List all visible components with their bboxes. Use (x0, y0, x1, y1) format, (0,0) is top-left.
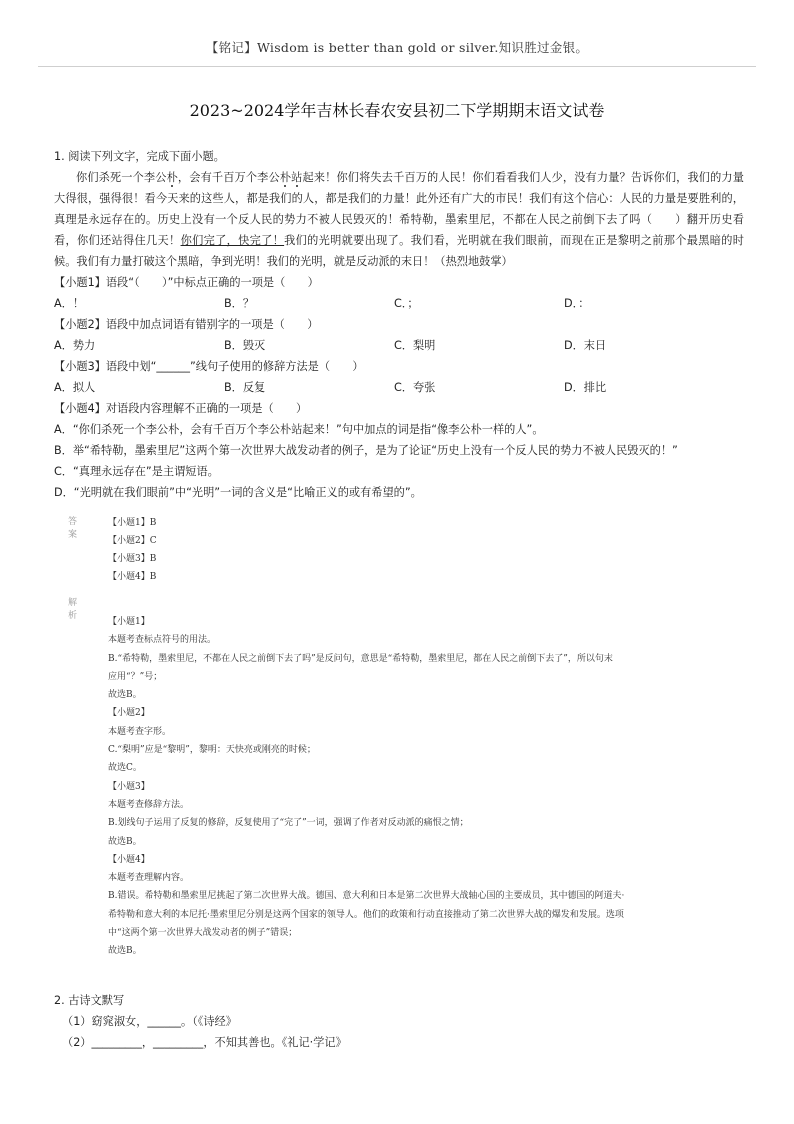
analysis-line: 故选B。 (108, 836, 142, 847)
analysis-line: B.错误。希特勒和墨索里尼挑起了第二次世界大战。德国、意大利和日本是第二次世界大战轴心国的主要成员，其中德国的阿道夫· (108, 891, 625, 902)
analysis-line: 希特勒和意大利的本尼托·墨索里尼分别是这两个国家的领导人。他们的政策和行动直接推动了第二次世界大战的爆发和发展。选项 (108, 909, 624, 920)
answer-item: 【小题2】C (108, 536, 157, 546)
sub-question-1-options (54, 293, 744, 314)
analysis-line: 本题考查修辞方法。 (108, 799, 190, 810)
option-a: A．势力 (54, 339, 96, 352)
underlined-sentence: 你们完了，快完了！ (180, 234, 285, 247)
analysis-label: 解析 (68, 598, 78, 621)
reading-passage (54, 167, 744, 272)
sub-question-4: 【小题4】对语段内容理解不正确的一项是（ ） (54, 402, 308, 415)
option-c: C．夸张 (394, 381, 436, 394)
option-b: B．毁灭 (224, 339, 266, 352)
dotted-char: 朴 (166, 171, 178, 184)
answer-item: 【小题1】B (108, 518, 157, 528)
analysis-line: C.“梨明”应是“黎明”，黎明：天快亮或刚亮的时候； (108, 745, 316, 756)
question-2-item-2: （2）_________，_________，不知其善也。《礼记·学记》 (62, 1036, 347, 1049)
analysis-line: 本题考查标点符号的用法。 (108, 635, 217, 646)
page-title: 2023~2024学年吉林长春农安县初二下学期期末语文试卷 (189, 101, 605, 120)
option-c: C．“真理永远存在”是主谓短语。 (54, 465, 219, 478)
option-a: A．拟人 (54, 381, 96, 394)
analysis-line: 本题考查理解内容。 (108, 873, 190, 884)
passage-text: ，会有千百万个李公 (177, 171, 280, 184)
analysis-line: 中“这两个第一次世界大战发动者的例子”错误； (108, 928, 298, 939)
option-b: B．反复 (224, 381, 266, 394)
analysis-line: 【小题4】 (108, 854, 150, 865)
sub-question-2: 【小题2】语段中加点词语有错别字的一项是（ ） (54, 318, 319, 331)
analysis-line: 故选B。 (108, 690, 142, 701)
option-d: D．： (564, 297, 590, 310)
option-d: D．“光明就在我们眼前”中“光明”一词的含义是“比喻正义的或有希望的”。 (54, 486, 422, 499)
option-b: B．举“希特勒，墨索里尼”这两个第一次世界大战发动者的例子，是为了论证“历史上没有一个反人民的势力不被人民毁灭的！” (54, 444, 678, 457)
analysis-line: 【小题2】 (108, 708, 150, 719)
option-a: A．！ (54, 297, 85, 310)
option-b: B．？ (224, 297, 255, 310)
question-2-heading: 2. 古诗文默写 (54, 994, 125, 1007)
passage-text: 起来！你们将失去千百万的人民！你们看看我们人少，没有力量？告诉你们，我们的力量大得很，强得很！看今天来的这些人，都是我们的人，都是我们的力量！此外还有广大的市民！我们有这个信心：人民的力量是要胜利的，真理是永远存在的。历史上没有一个反人民的势力不被人民毁灭的！希特勒，墨索里尼，不都在人民之前倒下去了吗（ ）翻开历史看看，你们还站得住几天！ (54, 171, 744, 247)
sub-question-3-options (54, 377, 744, 398)
answer-label: 答案 (68, 517, 78, 540)
header-divider (38, 66, 756, 67)
option-c: C．； (394, 297, 419, 310)
passage-text: 你们杀死一个李公 (76, 171, 167, 184)
option-c: C．梨明 (394, 339, 436, 352)
sub-question-1: 【小题1】语段“（ ）”中标点正确的一项是（ ） (54, 276, 319, 289)
passage-text: 我们的光明就要出现了。我们看，光明就在我们眼前，而现在正是黎明之前那个最黑暗的时候。我们有力量打破这个黑暗，争到光明！我们的光明，就是反动派的末日！（热烈地鼓掌） (54, 234, 744, 268)
analysis-line: 故选C。 (108, 763, 142, 774)
option-d: D．末日 (564, 339, 607, 352)
sub-question-2-options (54, 335, 744, 356)
analysis-line: 【小题1】 (108, 617, 150, 627)
analysis-line: 应用“？”号； (108, 671, 163, 682)
option-d: D．排比 (564, 381, 607, 394)
analysis-line: B.“希特勒，墨索里尼，不都在人民之前倒下去了吗”是反问句，意思是“希特勒，墨索里尼，都在人民之前倒下去了”，所以句末 (108, 653, 613, 664)
answer-item: 【小题4】B (108, 572, 157, 582)
analysis-line: 故选B。 (108, 946, 142, 957)
question-2 (54, 990, 744, 1053)
analysis-line: 本题考查字形。 (108, 726, 172, 737)
sub-question-3: 【小题3】语段中划“______”线句子使用的修辞方法是（ ） (54, 360, 364, 373)
header-motto: 【铭记】Wisdom is better than gold or silver.知识胜过金银。 (205, 40, 589, 55)
analysis-list (108, 613, 728, 961)
question-1 (54, 146, 744, 503)
dotted-char: 站 (291, 171, 303, 184)
option-a: A．“你们杀死一个李公朴，会有千百万个李公朴站起来！”句中加点的词是指“像李公朴一样的人”。 (54, 423, 544, 436)
answer-list (108, 514, 508, 586)
question-1-heading: 1. 阅读下列文字，完成下面小题。 (54, 150, 225, 163)
analysis-line: 【小题3】 (108, 781, 150, 792)
dotted-char: 朴 (279, 171, 292, 184)
analysis-line: B.划线句子运用了反复的修辞，反复使用了“完了”一词，强调了作者对反动派的痛恨之情； (108, 818, 469, 829)
question-2-item-1: （1）窈窕淑女，______。（《诗经》 (62, 1015, 237, 1028)
answer-item: 【小题3】B (108, 554, 157, 564)
